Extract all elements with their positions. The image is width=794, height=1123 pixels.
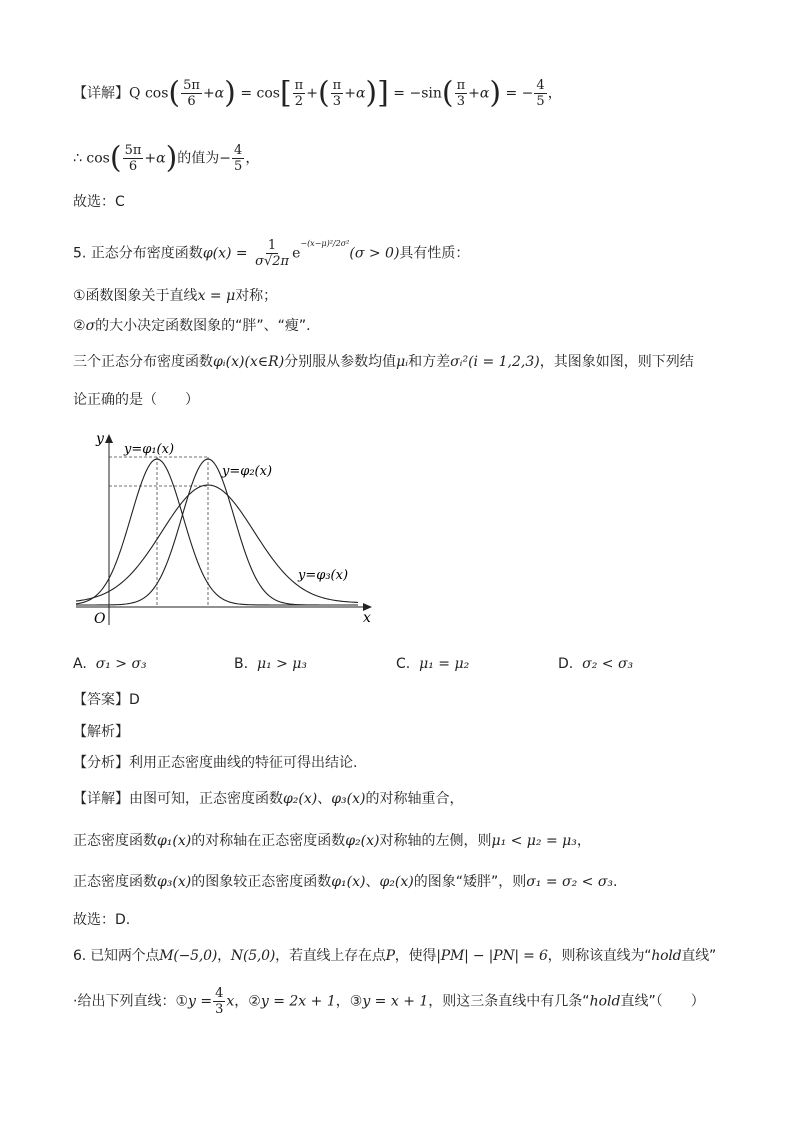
question-5-header: 5. 正态分布密度函数φ(x) = $\frac{1}{\sigma√2\pi}$ $e^{-(x-\mu)^2/2\sigma^2}(\sigma > 0)$具有性质： xyxy=(73,238,470,269)
detail-line-2: ∴ cos( $\frac{5\pi}{6}$ +α)的值为− $\frac{4}{5}$ ， xyxy=(73,140,260,176)
fraction-pi-2: $\frac{\pi}{2}$ xyxy=(294,78,304,109)
normal-curves-graph xyxy=(70,425,380,635)
y-axis-label: y xyxy=(96,431,104,447)
detail-line-1: 【详解】Q cos( $\frac{5\pi}{6}$ +α) = cos[ $\frac{\pi}{2}$ +( $\frac{\pi}{3}$ +α)] = −sin( $\frac{\pi}{3}$ +α) = − $\frac{4}{5}$ ， xyxy=(73,75,562,111)
origin-label: O xyxy=(94,611,106,627)
question-6-line-2: ·给出下列直线：①y = $\frac{4}{3}$ x，②y = 2x + 1，③y = x + 1，则这三条直线中有几条“hold直线”（ ） xyxy=(73,986,705,1017)
answer-value: D xyxy=(129,692,140,708)
detail2-line-3: 正态密度函数φ₃(x)的图象较正态密度函数φ₁(x)、φ₂(x)的图象“矮胖”，则σ₁ = σ₂ < σ₃. xyxy=(73,874,618,890)
detail-label: 【详解】 xyxy=(73,85,129,102)
fraction-pi-3: $\frac{\pi}{3}$ xyxy=(332,78,342,109)
y-arrow-icon xyxy=(105,434,113,443)
analysis-title: 【解析】 xyxy=(73,724,129,740)
fraction-5pi-6: $\frac{5\pi}{6}$ xyxy=(183,78,200,109)
answer-label: 【答案】 xyxy=(73,692,129,708)
curve-label-1: y=φ₁(x) xyxy=(124,442,175,457)
curve-label-3: y=φ₃(x) xyxy=(298,568,349,583)
x-axis-label: x xyxy=(363,610,371,626)
symbol-q: Q xyxy=(129,85,141,102)
option-b[interactable]: B. μ₁ > μ₃ xyxy=(234,656,308,672)
density-fraction: $\frac{1}{\sigma√2\pi}$ xyxy=(255,238,290,269)
curve-phi2 xyxy=(76,459,358,605)
curve-phi3 xyxy=(76,485,358,602)
paren: ( xyxy=(168,75,181,111)
plus-alpha: +α xyxy=(202,85,225,102)
analysis-line: 【分析】利用正态密度曲线的特征可得出结论. xyxy=(73,755,358,771)
cos-text: cos xyxy=(144,85,169,102)
therefore-symbol: ∴ xyxy=(73,150,82,167)
exponent: −(x−μ)²/2σ² xyxy=(300,238,350,248)
option-c[interactable]: C. μ₁ = μ₂ xyxy=(396,656,470,672)
question-6-line-1: 6. 已知两个点M(−5,0)，N(5,0)，若直线上存在点P，使得|PM| − |PN| = 6，则称该直线为“hold直线” xyxy=(73,948,717,964)
option-a[interactable]: A. σ₁ > σ₃ xyxy=(73,656,147,672)
choice-d: 故选：D. xyxy=(73,912,131,928)
answer-line xyxy=(73,690,140,710)
question-5-stem-2: 论正确的是（ ） xyxy=(73,392,199,408)
property-1: ①函数图象关于直线x = μ对称； xyxy=(73,288,278,304)
question-5-stem-1: 三个正态分布密度函数φᵢ(x)(x∈R)分别服从参数均值μᵢ和方差σᵢ²(i = 1,2,3)，其图象如图，则下列结 xyxy=(73,354,694,370)
detail2-line-2: 正态密度函数φ₁(x)的对称轴在正态密度函数φ₂(x)对称轴的左侧，则μ₁ < μ₂ = μ₃， xyxy=(73,833,591,849)
curve-phi1 xyxy=(76,459,358,605)
option-d[interactable]: D. σ₂ < σ₃ xyxy=(558,656,634,672)
fraction-4-5: $\frac{4}{5}$ xyxy=(536,78,545,109)
question-number: 5. xyxy=(73,245,87,262)
property-2: ②σ的大小决定函数图象的“胖”、“瘦”. xyxy=(73,318,311,334)
eq-sin: = −sin xyxy=(393,85,442,102)
detail2-line-1: 【详解】由图可知，正态密度函数φ₂(x)、φ₃(x)的对称轴重合， xyxy=(73,791,464,807)
eq-cos: = cos xyxy=(240,85,280,102)
curve-label-2: y=φ₂(x) xyxy=(222,464,273,479)
choice-c: 故选：C xyxy=(73,194,125,210)
